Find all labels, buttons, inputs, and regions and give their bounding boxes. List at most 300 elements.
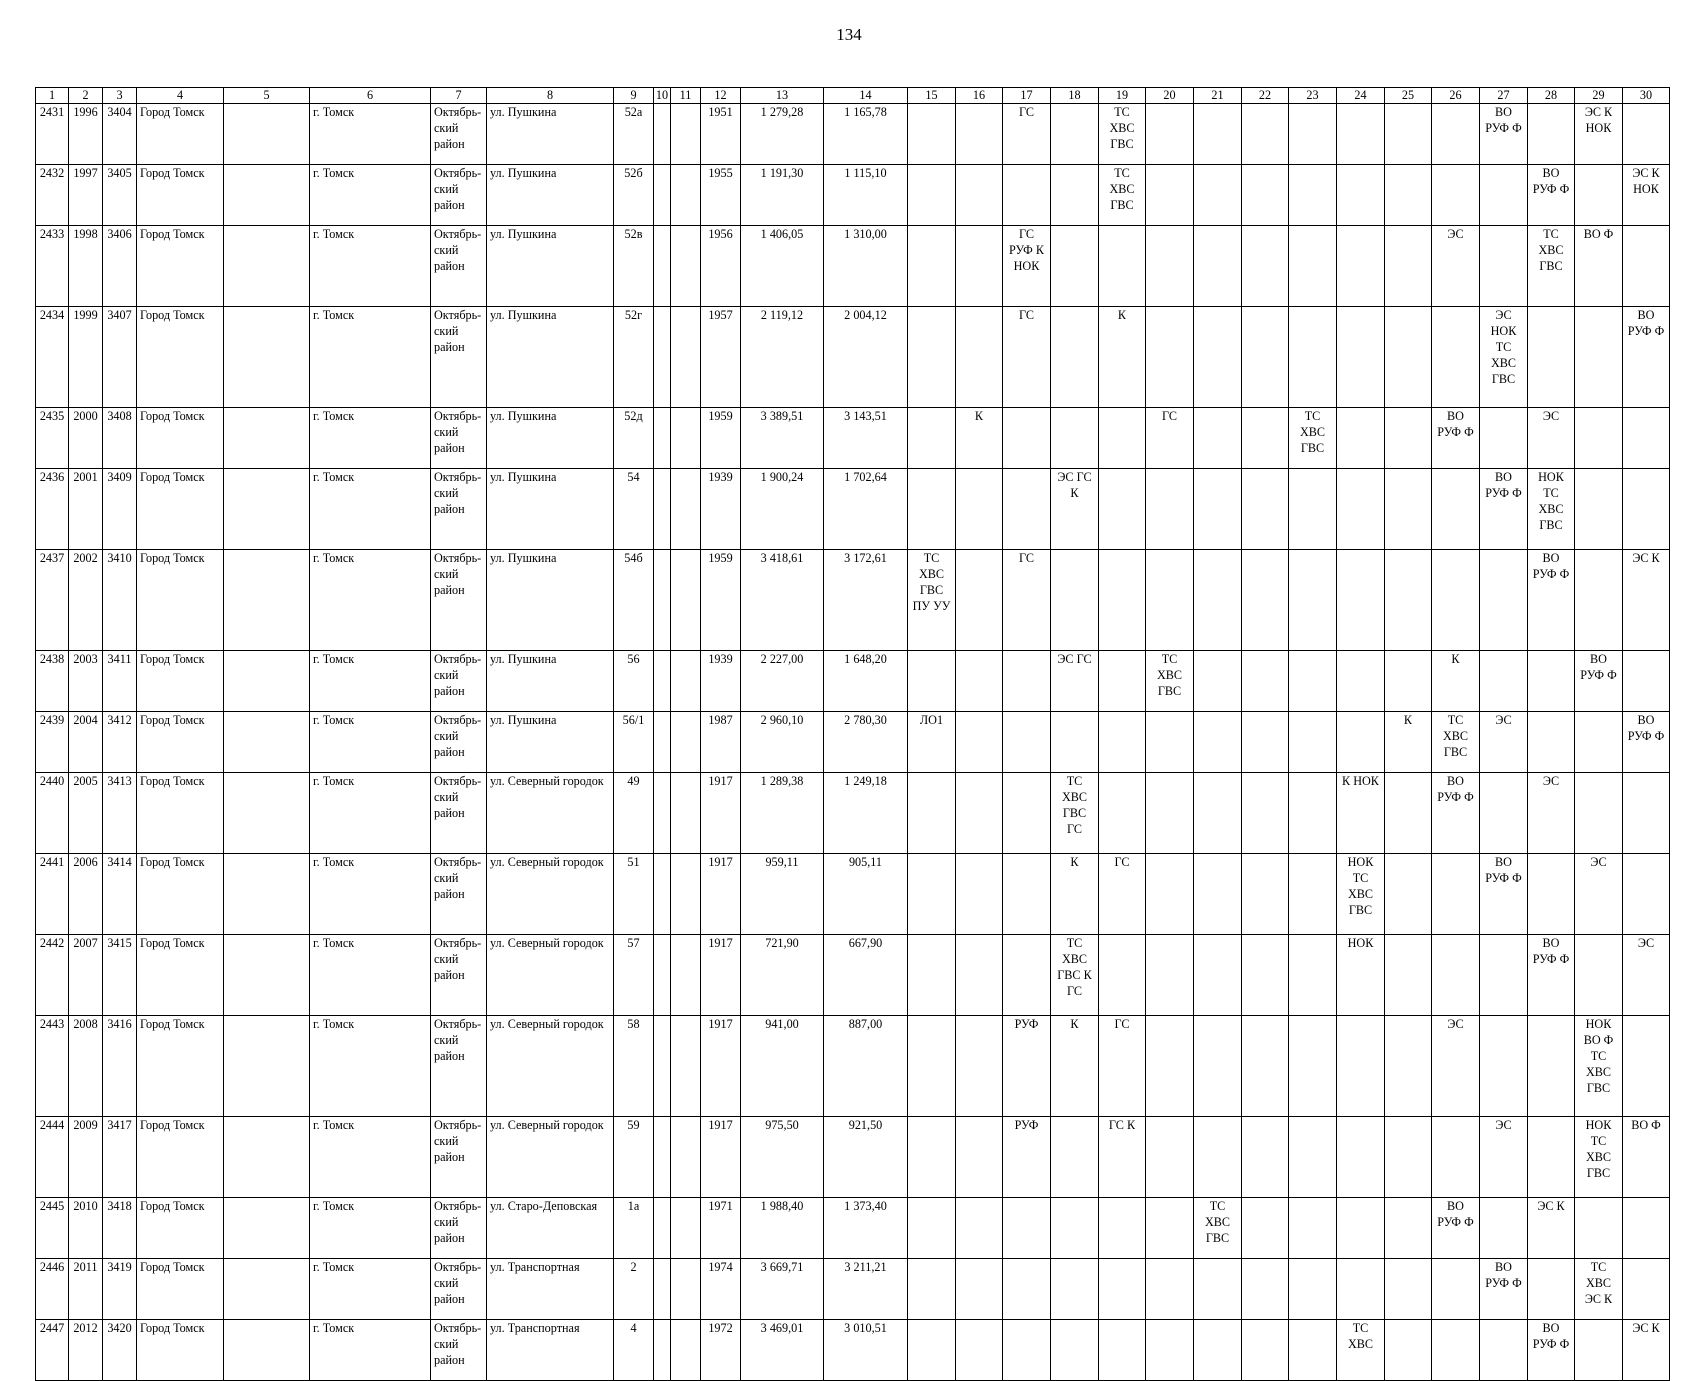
cell-col-13: 2 960,10 [741, 712, 824, 773]
cell-col-14: 1 310,00 [824, 226, 908, 307]
cell-col-28 [1528, 651, 1575, 712]
cell-col-20 [1146, 854, 1194, 935]
cell-col-8: ул. Северный городок [487, 1117, 614, 1198]
cell-col-16 [956, 935, 1003, 1016]
cell-col-2: 2006 [69, 854, 103, 935]
cell-col-26 [1432, 1117, 1480, 1198]
cell-col-5 [224, 651, 310, 712]
table-row [36, 935, 1670, 1016]
cell-col-19 [1099, 935, 1146, 1016]
column-header-18: 18 [1051, 88, 1099, 104]
cell-col-3: 3414 [103, 854, 137, 935]
cell-col-30 [1623, 1198, 1670, 1259]
cell-col-13: 3 389,51 [741, 408, 824, 469]
cell-col-18 [1051, 307, 1099, 408]
cell-col-13: 2 119,12 [741, 307, 824, 408]
cell-col-19 [1099, 712, 1146, 773]
cell-col-4: Город Томск [137, 1117, 224, 1198]
column-header-23: 23 [1289, 88, 1337, 104]
cell-col-1: 2431 [36, 104, 69, 165]
cell-col-8: ул. Пушкина [487, 469, 614, 550]
cell-col-23 [1289, 1198, 1337, 1259]
cell-col-17: ГС [1003, 307, 1051, 408]
cell-col-8: ул. Пушкина [487, 712, 614, 773]
column-header-9: 9 [614, 88, 654, 104]
cell-col-23 [1289, 550, 1337, 651]
cell-col-5 [224, 550, 310, 651]
cell-col-19: К [1099, 307, 1146, 408]
cell-col-10 [654, 469, 671, 550]
cell-col-14: 1 165,78 [824, 104, 908, 165]
cell-col-5 [224, 773, 310, 854]
column-header-7: 7 [431, 88, 487, 104]
cell-col-3: 3408 [103, 408, 137, 469]
cell-col-3: 3405 [103, 165, 137, 226]
cell-col-23 [1289, 1320, 1337, 1381]
cell-col-7: Октябрь- ский район [431, 935, 487, 1016]
cell-col-1: 2436 [36, 469, 69, 550]
cell-col-18 [1051, 1259, 1099, 1320]
table-row [36, 307, 1670, 408]
cell-col-8: ул. Пушкина [487, 651, 614, 712]
cell-col-29 [1575, 1320, 1623, 1381]
cell-col-11 [671, 1320, 701, 1381]
cell-col-21 [1194, 408, 1242, 469]
cell-col-25 [1385, 104, 1432, 165]
cell-col-19 [1099, 469, 1146, 550]
cell-col-21 [1194, 935, 1242, 1016]
cell-col-9: 52а [614, 104, 654, 165]
cell-col-4: Город Томск [137, 550, 224, 651]
cell-col-26: К [1432, 651, 1480, 712]
cell-col-23 [1289, 712, 1337, 773]
cell-col-16 [956, 165, 1003, 226]
cell-col-28: ЭС К [1528, 1198, 1575, 1259]
cell-col-14: 1 648,20 [824, 651, 908, 712]
cell-col-1: 2439 [36, 712, 69, 773]
cell-col-15 [908, 104, 956, 165]
cell-col-2: 2011 [69, 1259, 103, 1320]
cell-col-7: Октябрь- ский район [431, 1117, 487, 1198]
cell-col-17: РУФ [1003, 1117, 1051, 1198]
cell-col-23 [1289, 651, 1337, 712]
column-header-27: 27 [1480, 88, 1528, 104]
cell-col-23 [1289, 165, 1337, 226]
cell-col-20 [1146, 773, 1194, 854]
cell-col-1: 2434 [36, 307, 69, 408]
cell-col-22 [1242, 773, 1289, 854]
cell-col-7: Октябрь- ский район [431, 773, 487, 854]
cell-col-19 [1099, 1198, 1146, 1259]
cell-col-7: Октябрь- ский район [431, 104, 487, 165]
cell-col-11 [671, 408, 701, 469]
column-header-28: 28 [1528, 88, 1575, 104]
cell-col-27: ЭС НОК ТС ХВС ГВС [1480, 307, 1528, 408]
cell-col-30: ВО РУФ Ф [1623, 712, 1670, 773]
cell-col-22 [1242, 469, 1289, 550]
cell-col-19 [1099, 1259, 1146, 1320]
cell-col-6: г. Томск [310, 935, 431, 1016]
cell-col-28 [1528, 307, 1575, 408]
column-header-14: 14 [824, 88, 908, 104]
cell-col-29 [1575, 469, 1623, 550]
cell-col-21 [1194, 1016, 1242, 1117]
cell-col-2: 2009 [69, 1117, 103, 1198]
cell-col-9: 51 [614, 854, 654, 935]
cell-col-26: ВО РУФ Ф [1432, 408, 1480, 469]
cell-col-10 [654, 408, 671, 469]
cell-col-29: ВО Ф [1575, 226, 1623, 307]
cell-col-29 [1575, 773, 1623, 854]
cell-col-5 [224, 935, 310, 1016]
cell-col-24 [1337, 1016, 1385, 1117]
cell-col-8: ул. Транспортная [487, 1259, 614, 1320]
cell-col-28: ВО РУФ Ф [1528, 165, 1575, 226]
cell-col-7: Октябрь- ский район [431, 307, 487, 408]
cell-col-17: ГС [1003, 550, 1051, 651]
cell-col-28: ЭС [1528, 408, 1575, 469]
cell-col-4: Город Томск [137, 854, 224, 935]
cell-col-27 [1480, 226, 1528, 307]
cell-col-9: 52в [614, 226, 654, 307]
cell-col-22 [1242, 550, 1289, 651]
cell-col-18 [1051, 408, 1099, 469]
cell-col-30: ВО РУФ Ф [1623, 307, 1670, 408]
cell-col-22 [1242, 1320, 1289, 1381]
cell-col-29 [1575, 408, 1623, 469]
cell-col-20 [1146, 469, 1194, 550]
cell-col-20 [1146, 1198, 1194, 1259]
cell-col-9: 56/1 [614, 712, 654, 773]
cell-col-19: ГС [1099, 1016, 1146, 1117]
cell-col-17 [1003, 935, 1051, 1016]
table-row [36, 469, 1670, 550]
cell-col-4: Город Томск [137, 408, 224, 469]
cell-col-29: НОК ВО Ф ТС ХВС ГВС [1575, 1016, 1623, 1117]
cell-col-16: К [956, 408, 1003, 469]
table-row [36, 1117, 1670, 1198]
cell-col-10 [654, 935, 671, 1016]
cell-col-13: 1 191,30 [741, 165, 824, 226]
cell-col-24 [1337, 165, 1385, 226]
cell-col-28: ЭС [1528, 773, 1575, 854]
cell-col-24 [1337, 550, 1385, 651]
cell-col-26 [1432, 1259, 1480, 1320]
column-header-6: 6 [310, 88, 431, 104]
cell-col-7: Октябрь- ский район [431, 226, 487, 307]
cell-col-25 [1385, 469, 1432, 550]
cell-col-27 [1480, 408, 1528, 469]
cell-col-25 [1385, 1320, 1432, 1381]
cell-col-14: 905,11 [824, 854, 908, 935]
cell-col-3: 3420 [103, 1320, 137, 1381]
register-table [35, 87, 1670, 1381]
cell-col-10 [654, 1259, 671, 1320]
cell-col-16 [956, 226, 1003, 307]
cell-col-23 [1289, 854, 1337, 935]
cell-col-9: 58 [614, 1016, 654, 1117]
cell-col-16 [956, 1198, 1003, 1259]
cell-col-30: ВО Ф [1623, 1117, 1670, 1198]
cell-col-17 [1003, 1198, 1051, 1259]
cell-col-11 [671, 550, 701, 651]
cell-col-29: ЭС К НОК [1575, 104, 1623, 165]
cell-col-12: 1917 [701, 1117, 741, 1198]
table-row [36, 408, 1670, 469]
cell-col-15 [908, 854, 956, 935]
cell-col-10 [654, 1117, 671, 1198]
cell-col-2: 2001 [69, 469, 103, 550]
cell-col-5 [224, 1117, 310, 1198]
cell-col-25 [1385, 408, 1432, 469]
cell-col-20 [1146, 1016, 1194, 1117]
cell-col-12: 1957 [701, 307, 741, 408]
cell-col-4: Город Томск [137, 935, 224, 1016]
cell-col-19: ГС [1099, 854, 1146, 935]
cell-col-21 [1194, 712, 1242, 773]
cell-col-29: ЭС [1575, 854, 1623, 935]
cell-col-1: 2437 [36, 550, 69, 651]
cell-col-26: ВО РУФ Ф [1432, 773, 1480, 854]
cell-col-3: 3416 [103, 1016, 137, 1117]
cell-col-3: 3410 [103, 550, 137, 651]
cell-col-29 [1575, 307, 1623, 408]
cell-col-15 [908, 1198, 956, 1259]
cell-col-5 [224, 469, 310, 550]
cell-col-24 [1337, 1117, 1385, 1198]
cell-col-9: 52г [614, 307, 654, 408]
cell-col-24 [1337, 469, 1385, 550]
cell-col-7: Октябрь- ский район [431, 1259, 487, 1320]
cell-col-11 [671, 854, 701, 935]
cell-col-15: ТС ХВС ГВС ПУ УУ [908, 550, 956, 651]
cell-col-2: 2003 [69, 651, 103, 712]
cell-col-13: 1 406,05 [741, 226, 824, 307]
cell-col-17 [1003, 1259, 1051, 1320]
cell-col-21: ТС ХВС ГВС [1194, 1198, 1242, 1259]
cell-col-19: ТС ХВС ГВС [1099, 165, 1146, 226]
cell-col-26: ВО РУФ Ф [1432, 1198, 1480, 1259]
cell-col-4: Город Томск [137, 104, 224, 165]
column-header-4: 4 [137, 88, 224, 104]
cell-col-24: К НОК [1337, 773, 1385, 854]
cell-col-5 [224, 1198, 310, 1259]
cell-col-28: ВО РУФ Ф [1528, 1320, 1575, 1381]
cell-col-10 [654, 165, 671, 226]
cell-col-5 [224, 1320, 310, 1381]
column-header-12: 12 [701, 88, 741, 104]
cell-col-6: г. Томск [310, 1117, 431, 1198]
cell-col-28: НОК ТС ХВС ГВС [1528, 469, 1575, 550]
cell-col-21 [1194, 104, 1242, 165]
cell-col-8: ул. Пушкина [487, 408, 614, 469]
column-header-29: 29 [1575, 88, 1623, 104]
cell-col-5 [224, 165, 310, 226]
cell-col-27: ВО РУФ Ф [1480, 1259, 1528, 1320]
cell-col-5 [224, 854, 310, 935]
cell-col-11 [671, 1117, 701, 1198]
cell-col-2: 2010 [69, 1198, 103, 1259]
cell-col-12: 1917 [701, 935, 741, 1016]
cell-col-24 [1337, 104, 1385, 165]
cell-col-12: 1939 [701, 469, 741, 550]
cell-col-7: Октябрь- ский район [431, 651, 487, 712]
cell-col-29 [1575, 935, 1623, 1016]
cell-col-6: г. Томск [310, 165, 431, 226]
cell-col-17: ГС [1003, 104, 1051, 165]
cell-col-10 [654, 226, 671, 307]
column-header-16: 16 [956, 88, 1003, 104]
cell-col-8: ул. Пушкина [487, 104, 614, 165]
cell-col-30: ЭС К [1623, 1320, 1670, 1381]
cell-col-27 [1480, 1016, 1528, 1117]
table-row [36, 712, 1670, 773]
cell-col-16 [956, 1259, 1003, 1320]
cell-col-24 [1337, 712, 1385, 773]
cell-col-16 [956, 651, 1003, 712]
cell-col-8: ул. Северный городок [487, 854, 614, 935]
cell-col-1: 2442 [36, 935, 69, 1016]
cell-col-4: Город Томск [137, 1320, 224, 1381]
cell-col-1: 2438 [36, 651, 69, 712]
cell-col-27 [1480, 1198, 1528, 1259]
cell-col-5 [224, 712, 310, 773]
column-header-2: 2 [69, 88, 103, 104]
cell-col-23 [1289, 226, 1337, 307]
cell-col-18: ЭС ГС К [1051, 469, 1099, 550]
cell-col-26 [1432, 307, 1480, 408]
table-row [36, 226, 1670, 307]
cell-col-13: 1 279,28 [741, 104, 824, 165]
cell-col-18 [1051, 550, 1099, 651]
cell-col-1: 2433 [36, 226, 69, 307]
cell-col-12: 1959 [701, 408, 741, 469]
cell-col-6: г. Томск [310, 854, 431, 935]
cell-col-8: ул. Старо-Деповская [487, 1198, 614, 1259]
cell-col-27: ЭС [1480, 712, 1528, 773]
cell-col-11 [671, 104, 701, 165]
cell-col-7: Октябрь- ский район [431, 550, 487, 651]
cell-col-19 [1099, 408, 1146, 469]
cell-col-25 [1385, 773, 1432, 854]
cell-col-30 [1623, 773, 1670, 854]
cell-col-3: 3418 [103, 1198, 137, 1259]
cell-col-10 [654, 712, 671, 773]
cell-col-18: К [1051, 854, 1099, 935]
cell-col-7: Октябрь- ский район [431, 1016, 487, 1117]
cell-col-21 [1194, 854, 1242, 935]
cell-col-12: 1956 [701, 226, 741, 307]
cell-col-21 [1194, 469, 1242, 550]
cell-col-5 [224, 226, 310, 307]
cell-col-25 [1385, 226, 1432, 307]
table-row [36, 1016, 1670, 1117]
cell-col-20: ТС ХВС ГВС [1146, 651, 1194, 712]
cell-col-30 [1623, 469, 1670, 550]
cell-col-13: 941,00 [741, 1016, 824, 1117]
column-header-22: 22 [1242, 88, 1289, 104]
cell-col-18: К [1051, 1016, 1099, 1117]
cell-col-3: 3411 [103, 651, 137, 712]
cell-col-22 [1242, 408, 1289, 469]
cell-col-14: 2 004,12 [824, 307, 908, 408]
cell-col-8: ул. Транспортная [487, 1320, 614, 1381]
cell-col-22 [1242, 1016, 1289, 1117]
cell-col-15 [908, 1320, 956, 1381]
cell-col-4: Город Томск [137, 1198, 224, 1259]
cell-col-21 [1194, 1259, 1242, 1320]
cell-col-18 [1051, 104, 1099, 165]
cell-col-29: НОК ТС ХВС ГВС [1575, 1117, 1623, 1198]
cell-col-13: 3 669,71 [741, 1259, 824, 1320]
cell-col-3: 3413 [103, 773, 137, 854]
cell-col-10 [654, 1198, 671, 1259]
cell-col-27 [1480, 935, 1528, 1016]
cell-col-30 [1623, 1259, 1670, 1320]
column-header-20: 20 [1146, 88, 1194, 104]
cell-col-14: 3 143,51 [824, 408, 908, 469]
cell-col-11 [671, 773, 701, 854]
cell-col-26 [1432, 1320, 1480, 1381]
cell-col-1: 2447 [36, 1320, 69, 1381]
table-row [36, 104, 1670, 165]
cell-col-4: Город Томск [137, 307, 224, 408]
cell-col-4: Город Томск [137, 1016, 224, 1117]
cell-col-8: ул. Пушкина [487, 226, 614, 307]
cell-col-8: ул. Северный городок [487, 935, 614, 1016]
cell-col-5 [224, 1016, 310, 1117]
cell-col-15 [908, 773, 956, 854]
cell-col-18 [1051, 1117, 1099, 1198]
cell-col-25 [1385, 165, 1432, 226]
cell-col-4: Город Томск [137, 469, 224, 550]
cell-col-6: г. Томск [310, 307, 431, 408]
cell-col-9: 59 [614, 1117, 654, 1198]
cell-col-11 [671, 165, 701, 226]
cell-col-7: Октябрь- ский район [431, 1320, 487, 1381]
cell-col-22 [1242, 935, 1289, 1016]
cell-col-30 [1623, 651, 1670, 712]
cell-col-20 [1146, 712, 1194, 773]
cell-col-14: 1 373,40 [824, 1198, 908, 1259]
cell-col-23: ТС ХВС ГВС [1289, 408, 1337, 469]
cell-col-14: 3 211,21 [824, 1259, 908, 1320]
cell-col-19 [1099, 651, 1146, 712]
cell-col-1: 2440 [36, 773, 69, 854]
cell-col-15 [908, 307, 956, 408]
cell-col-20: ГС [1146, 408, 1194, 469]
cell-col-23 [1289, 773, 1337, 854]
cell-col-2: 2007 [69, 935, 103, 1016]
cell-col-16 [956, 104, 1003, 165]
cell-col-2: 1998 [69, 226, 103, 307]
column-header-1: 1 [36, 88, 69, 104]
cell-col-6: г. Томск [310, 1198, 431, 1259]
cell-col-20 [1146, 307, 1194, 408]
cell-col-18 [1051, 1320, 1099, 1381]
cell-col-16 [956, 550, 1003, 651]
table-row [36, 854, 1670, 935]
cell-col-15 [908, 935, 956, 1016]
cell-col-1: 2441 [36, 854, 69, 935]
column-header-19: 19 [1099, 88, 1146, 104]
table-row [36, 1259, 1670, 1320]
cell-col-9: 57 [614, 935, 654, 1016]
cell-col-7: Октябрь- ский район [431, 712, 487, 773]
cell-col-24: НОК [1337, 935, 1385, 1016]
cell-col-9: 56 [614, 651, 654, 712]
cell-col-2: 2002 [69, 550, 103, 651]
